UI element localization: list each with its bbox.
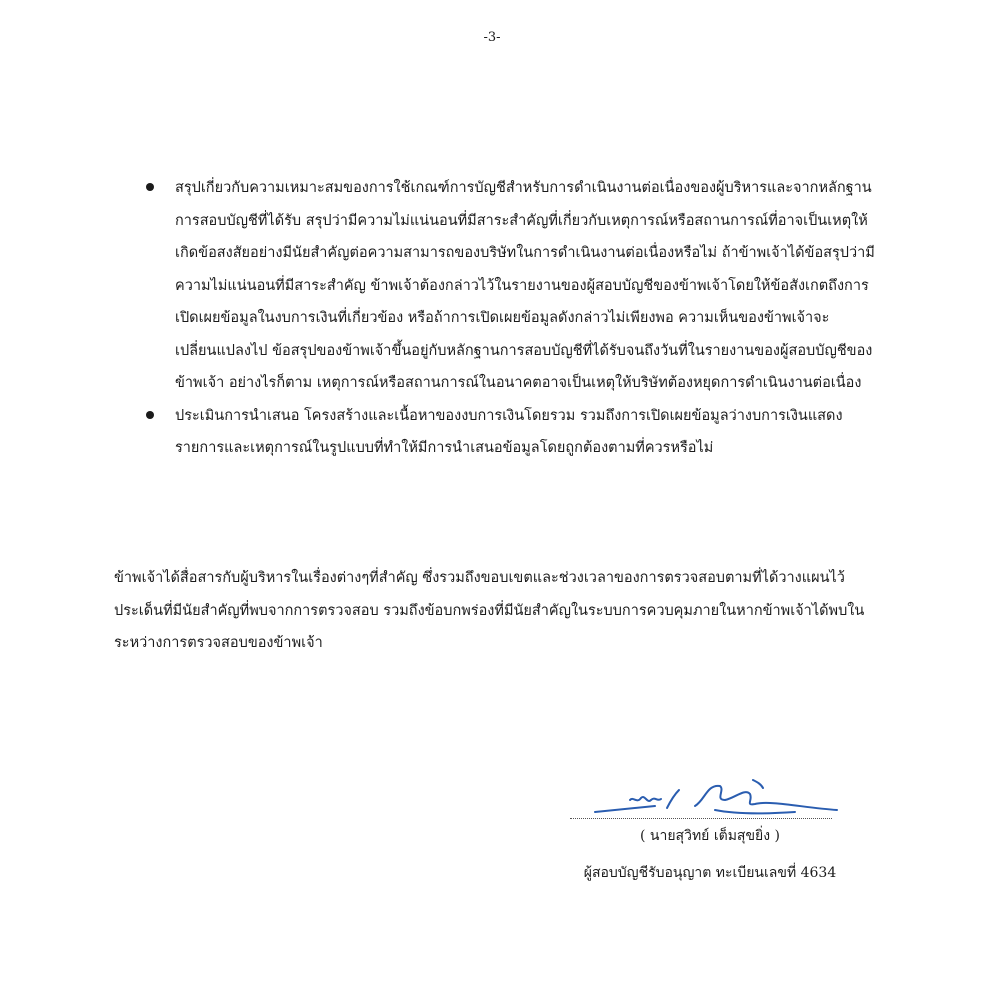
bullet-item-going-concern [140, 172, 885, 400]
signer-name: ( นายสุวิทย์ เต็มสุขยิ่ง ) [639, 828, 780, 844]
bullet-text: สรุปเกี่ยวกับความเหมาะสมของการใช้เกณฑ์การบัญชีสำหรับการดำเนินงานต่อเนื่องของผู้บริหารและจากหลักฐานการสอบบัญชีที่ได้รับ สรุปว่ามีความไม่แน่นอนที่มีสาระสำคัญที่เกี่ยวกับเหตุการณ์หรือสถานการณ์ที่อาจเป็นเหตุให้เกิดข้อสงสัยอย่างมีนัยสำคัญต่อความสามารถของบริษัทในการดำเนินงานต่อเนื่องหรือไม่ ถ้าข้าพเจ้าได้ข้อสรุปว่ามีความไม่แน่นอนที่มีสาระสำคัญ ข้าพเจ้าต้องกล่าวไว้ในรายงานของผู้สอบบัญชีของข้าพเจ้าโดยให้ข้อสังเกตถึงการเปิดเผยข้อมูลในงบการเงินที่เกี่ยวข้อง หรือถ้าการเปิดเผยข้อมูลดังกล่าวไม่เพียงพอ ความเห็นของข้าพเจ้าจะเปลี่ยนแปลงไป ข้อสรุปของข้าพเจ้าขึ้นอยู่กับหลักฐานการสอบบัญชีที่ได้รับจนถึงวันที่ในรายงานของผู้สอบบัญชีของข้าพเจ้า อย่างไรก็ตาม เหตุการณ์หรือสถานการณ์ในอนาคตอาจเป็นเหตุให้บริษัทต้องหยุดการดำเนินงานต่อเนื่อง [175, 180, 875, 391]
signature-image [575, 770, 845, 830]
communication-paragraph: ข้าพเจ้าได้สื่อสารกับผู้บริหารในเรื่องต่างๆที่สำคัญ ซึ่งรวมถึงขอบเขตและช่วงเวลาของการตรวจสอบตามที่ได้วางแผนไว้ ประเด็นที่มีนัยสำคัญที่พบจากการตรวจสอบ รวมถึงข้อบกพร่องที่มีนัยสำคัญในระบบการควบคุมภายในหากข้าพเจ้าได้พบในระหว่างการตรวจสอบของข้าพเจ้า [114, 570, 865, 651]
bullet-item-presentation [140, 400, 885, 465]
bullet-list [140, 172, 885, 465]
signer-title: ผู้สอบบัญชีรับอนุญาต ทะเบียนเลขที่ 4634 [583, 865, 837, 881]
bullet-text: ประเมินการนำเสนอ โครงสร้างและเนื้อหาของงบการเงินโดยรวม รวมถึงการเปิดเผยข้อมูลว่างบการเงินแสดงรายการและเหตุการณ์ในรูปแบบที่ทำให้มีการนำเสนอข้อมูลโดยถูกต้องตามที่ควรหรือไม่ [175, 407, 843, 456]
page-number: -3- [483, 30, 501, 45]
signature-block [560, 770, 860, 900]
bullet-icon [146, 411, 154, 419]
signature-line [570, 818, 832, 819]
bullet-icon [146, 183, 154, 191]
